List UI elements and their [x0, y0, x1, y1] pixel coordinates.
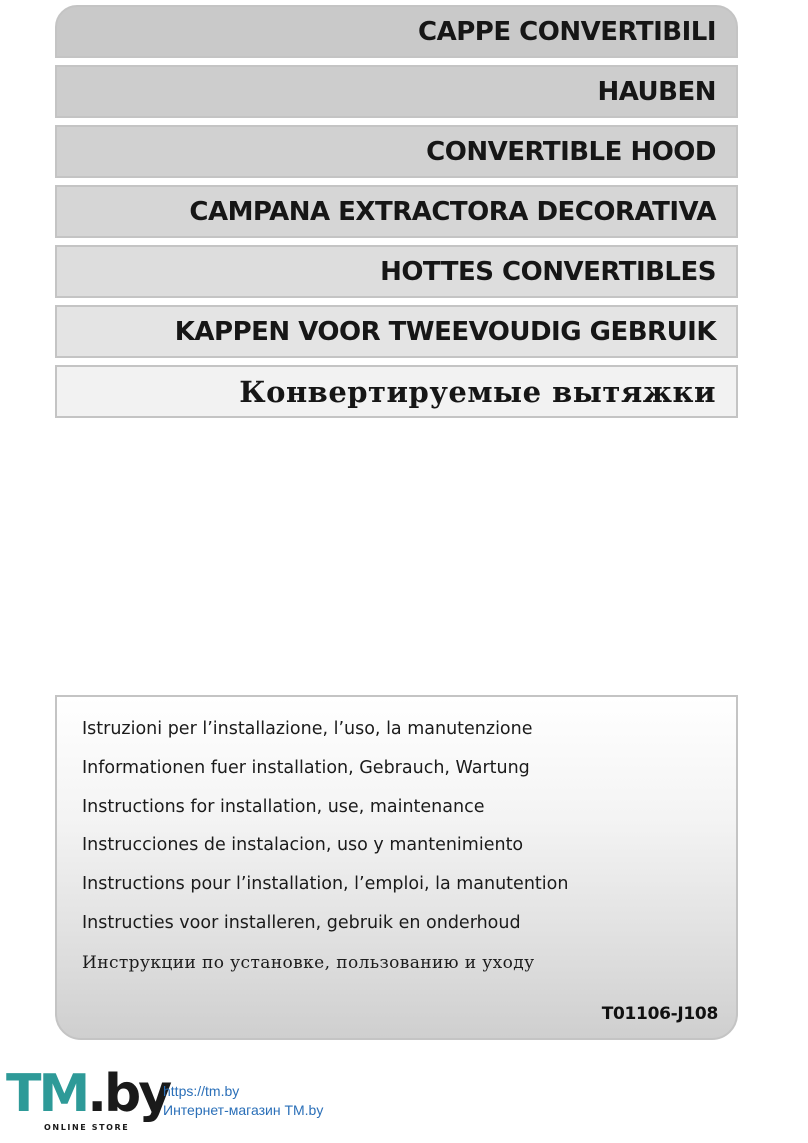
document-code: T01106-J108: [601, 1004, 718, 1024]
instruction-spanish: Instrucciones de instalacion, uso y mantenimiento: [82, 835, 524, 855]
instructions-panel: [55, 695, 738, 1040]
title-german: HAUBEN: [55, 65, 738, 118]
store-url-link[interactable]: https://tm.by: [163, 1083, 240, 1099]
logo-tm-text: TM: [6, 1064, 88, 1124]
title-italian: CAPPE CONVERTIBILI: [55, 5, 738, 58]
instruction-dutch: Instructies voor installeren, gebruik en onderhoud: [82, 913, 521, 933]
title-russian: Конвертируемые вытяжки: [55, 365, 738, 418]
instruction-german: Informationen fuer installation, Gebrauch, Wartung: [82, 758, 530, 778]
store-name: Интернет-магазин TM.by: [163, 1102, 324, 1118]
tm-logo[interactable]: [6, 1064, 169, 1124]
footer: [6, 1064, 406, 1137]
title-dutch: KAPPEN VOOR TWEEVOUDIG GEBRUIK: [55, 305, 738, 358]
instruction-english: Instructions for installation, use, maintenance: [82, 797, 485, 817]
title-english: CONVERTIBLE HOOD: [55, 125, 738, 178]
title-list: [55, 5, 738, 425]
instruction-italian: Istruzioni per l’installazione, l’uso, la manutenzione: [82, 719, 533, 739]
instruction-russian: Инструкции по установке, пользованию и уходу: [82, 953, 535, 973]
title-spanish: CAMPANA EXTRACTORA DECORATIVA: [55, 185, 738, 238]
logo-by-text: .by: [87, 1064, 170, 1124]
title-french: HOTTES CONVERTIBLES: [55, 245, 738, 298]
instruction-french: Instructions pour l’installation, l’emploi, la manutention: [82, 874, 569, 894]
logo-subtitle: ONLINE STORE: [44, 1123, 130, 1132]
